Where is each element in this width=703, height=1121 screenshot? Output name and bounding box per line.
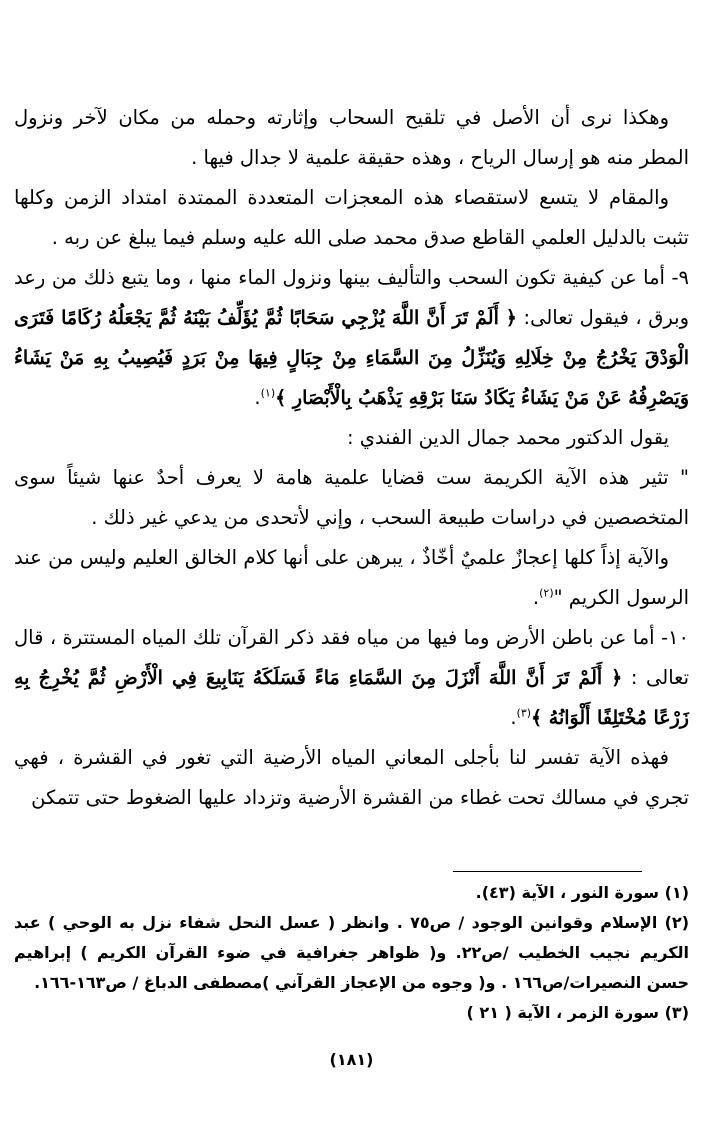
- paragraph: والمقام لا يتسع لاستقصاء هذه المعجزات المتعددة الممتدة امتداد الزمن وكلها تثبت بالدليل العلمي القاطع صدق محمد صلى الله عليه وسلم فيما يبلغ عن ربه .: [14, 186, 689, 249]
- footnote: (١) سورة النور ، الآية (٤٣).: [475, 883, 689, 902]
- page-number: (١٨١): [329, 1050, 374, 1069]
- paragraph: يقول الدكتور محمد جمال الدين الفندي :: [347, 426, 669, 449]
- footnote-ref: (٣): [516, 706, 532, 720]
- footnotes: [14, 878, 689, 1028]
- paragraph: وهكذا نرى أن الأصل في تلقيح السحاب وإثارته وحمله من مكان لآخر ونزول المطر منه هو إرسال الرياح ، وهذه حقيقة علمية لا جدال فيها .: [14, 106, 689, 169]
- quotation-paragraph: [14, 538, 689, 618]
- paragraph: فهذه الآية تفسر لنا بأجلى المعاني المياه الأرضية التي تغور في القشرة ، فهي تجري في مسالك تحت غطاء من القشرة الأرضية وتزداد عليها الضغوط حتى تتمكن: [14, 746, 689, 809]
- paragraph-item-9: ٩- أما عن كيفية تكون السحب والتأليف بينها ونزول الماء منها ، وما يتبع ذلك من رعد وبرق ، فيقول تعالى: ﴿ أَلَمْ تَرَ أَنَّ اللَّهَ يُزْجِي سَحَابًا ثُمَّ يُؤَلِّفُ بَيْنَهُ ثُمَّ يَجْعَلُهُ رُكَامًا فَتَرَى الْوَدْقَ يَخْرُجُ مِنْ خِلَالِهِ وَيُنَزِّلُ مِنَ السَّمَاءِ مِنْ جِبَالٍ فِيهَا مِنْ بَرَدٍ فَيُصِيبُ بِهِ مَنْ يَشَاءُ وَيَصْرِفُهُ عَنْ مَنْ يَشَاءُ يَكَادُ سَنَا بَرْقِهِ يَذْهَبُ بِالْأَبْصَارِ ﴾$^{(١)}$.: [14, 266, 689, 409]
- quran-verse: ﴿ أَلَمْ تَرَ أَنَّ اللَّهَ يُزْجِي سَحَابًا ثُمَّ يُؤَلِّفُ بَيْنَهُ ثُمَّ يَجْعَلُهُ رُكَامًا فَتَرَى الْوَدْقَ يَخْرُجُ مِنْ خِلَالِهِ وَيُنَزِّلُ مِنَ السَّمَاءِ مِنْ جِبَالٍ فِيهَا مِنْ بَرَدٍ فَيُصِيبُ بِهِ مَنْ يَشَاءُ وَيَصْرِفُهُ عَنْ مَنْ يَشَاءُ يَكَادُ سَنَا بَرْقِهِ يَذْهَبُ بِالْأَبْصَارِ ﴾: [14, 307, 689, 409]
- quotation-paragraph: " تثير هذه الآية الكريمة ست قضايا علمية هامة لا يعرف أحدٌ عنها شيئاً سوى المتخصصين في دراسات طبيعة السحب ، وإني لأتحدى من يدعي غير ذلك .: [14, 466, 689, 529]
- main-text: [14, 98, 689, 818]
- footnote-separator: [453, 871, 642, 872]
- item-10-intro: ١٠- أما عن باطن الأرض وما فيها من مياه فقد ذكر القرآن تلك المياه المستترة ، قال تعالى :: [14, 626, 689, 689]
- item-9-intro: ٩- أما عن كيفية تكون السحب والتأليف بينها ونزول الماء منها ، وما يتبع ذلك من رعد وبرق ، فيقول تعالى:: [14, 266, 689, 329]
- quotation-end-text: والآية إذاً كلها إعجازٌ علميٌ أخّاذٌ ، يبرهن على أنها كلام الخالق العليم وليس من عند الرسول الكريم ": [14, 546, 689, 609]
- footnote: (٢) الإسلام وقوانين الوجود / ص٧٥ . وانظر ( عسل النحل شفاء نزل به الوحي ) عبد الكريم نجيب الخطيب /ص٢٢. و( ظواهر جغرافية في ضوء القرآن الكريم ) إبراهيم حسن النصيرات/ص١٦٦ . و( وجوه من الإعجاز القرآني )مصطفى الدباغ / ص١٦٣-١٦٦.: [14, 913, 690, 992]
- period: .: [510, 706, 517, 729]
- quran-verse: ﴿ أَلَمْ تَرَ أَنَّ اللَّهَ أَنْزَلَ مِنَ السَّمَاءِ مَاءً فَسَلَكَهُ يَنَابِيعَ فِي الْأَرْضِ ثُمَّ يُخْرِجُ بِهِ زَرْعًا مُخْتَلِفًا أَلْوَانُهُ ﴾: [14, 667, 689, 729]
- footnote-ref: (٢): [539, 586, 554, 600]
- footnote-ref: (١): [260, 386, 276, 400]
- footnote: (٣) سورة الزمر ، الآية ( ٢١ ): [466, 1003, 689, 1022]
- period: .: [532, 586, 540, 609]
- paragraph-item-10: [14, 618, 689, 738]
